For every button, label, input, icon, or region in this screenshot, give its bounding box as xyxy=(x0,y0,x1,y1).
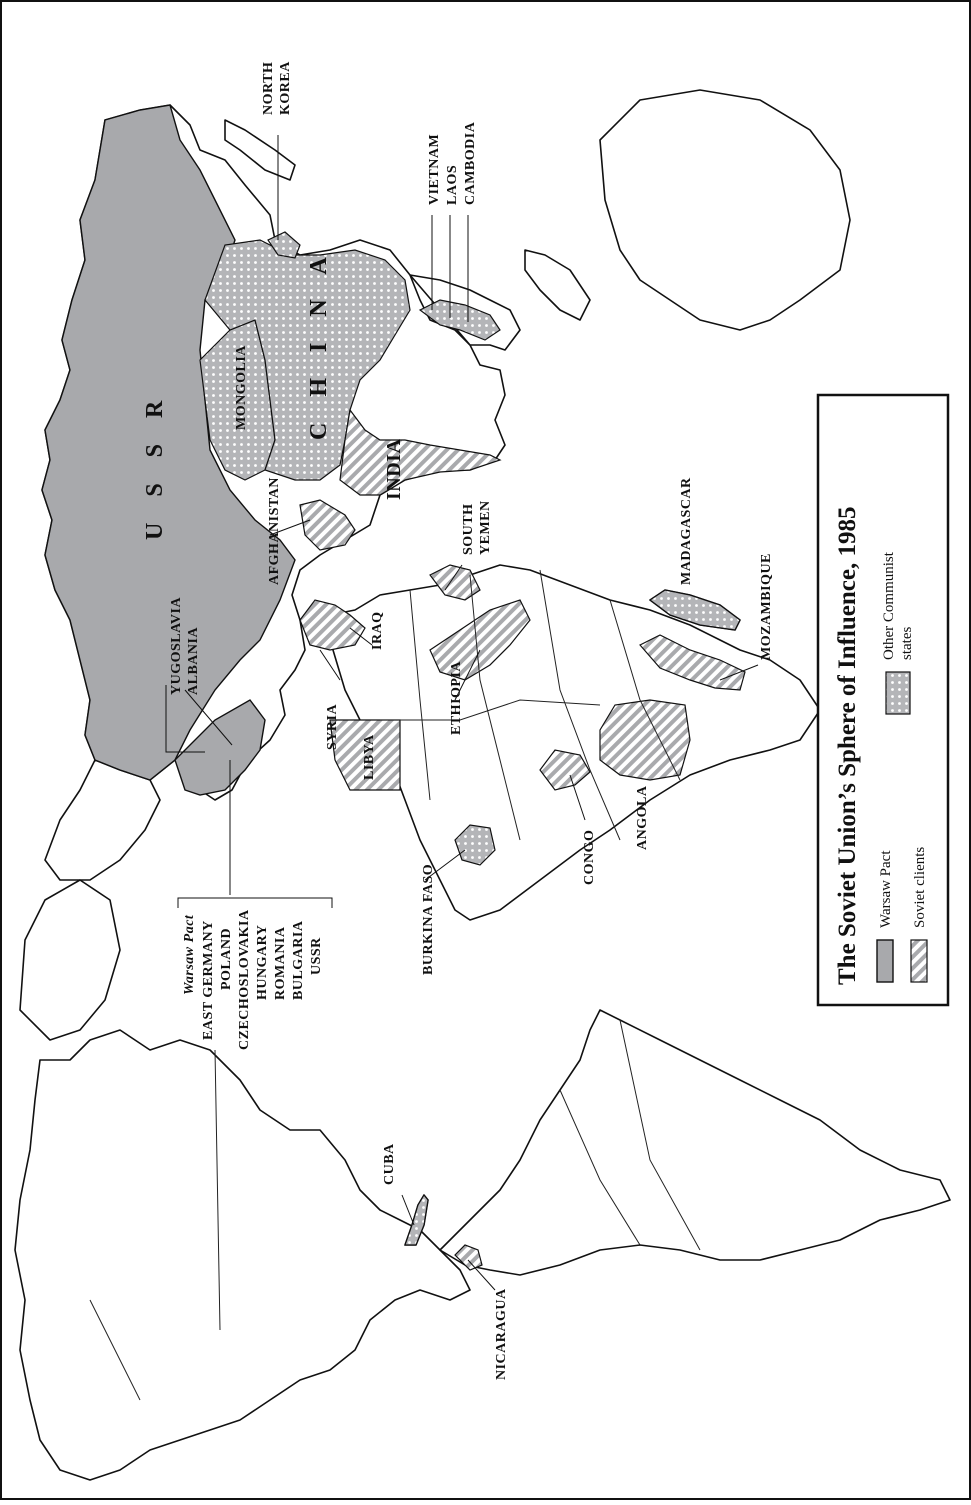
label-india: INDIA xyxy=(383,438,405,500)
label-ethiopia: ETHIOPIA xyxy=(449,660,464,735)
label-afghanistan: AFGHANISTAN xyxy=(267,477,282,585)
warsaw-pact-heading: Warsaw Pact xyxy=(182,914,197,995)
legend-swatch-soviet-clients xyxy=(911,940,927,982)
label-north-korea-2: KOREA xyxy=(278,61,293,115)
greenland-landmass xyxy=(20,880,120,1040)
label-mongolia: MONGOLIA xyxy=(234,345,249,430)
label-china: C H I N A xyxy=(306,247,332,440)
warsaw-member-1: POLAND xyxy=(219,927,234,990)
warsaw-pact-list xyxy=(178,898,332,1050)
warsaw-member-0: EAST GERMANY xyxy=(201,920,216,1040)
label-cambodia: CAMBODIA xyxy=(463,121,478,205)
warsaw-bracket xyxy=(178,898,332,908)
warsaw-member-5: BULGARIA xyxy=(291,920,306,1000)
region-iraq-syria xyxy=(300,600,365,650)
japan-islands xyxy=(225,120,295,180)
warsaw-member-2: CZECHOSLOVAKIA xyxy=(237,909,252,1050)
legend-label-soviet-clients: Soviet clients xyxy=(912,846,928,928)
north-america-landmass xyxy=(15,1030,470,1480)
south-america-landmass xyxy=(440,1010,950,1275)
legend-label-warsaw-pact: Warsaw Pact xyxy=(878,850,894,928)
label-albania: ALBANIA xyxy=(186,626,201,695)
map-title: The Soviet Union’s Sphere of Influence, 1985 xyxy=(834,506,861,985)
label-south-yemen-2: YEMEN xyxy=(478,500,493,555)
label-cuba: CUBA xyxy=(382,1143,397,1185)
label-south-yemen-1: SOUTH xyxy=(461,503,476,555)
label-north-korea-1: NORTH xyxy=(261,61,276,115)
label-madagascar: MADAGASCAR xyxy=(679,477,694,585)
region-angola xyxy=(600,700,690,780)
label-angola: ANGOLA xyxy=(635,785,650,850)
warsaw-member-4: ROMANIA xyxy=(273,926,288,1000)
warsaw-member-3: HUNGARY xyxy=(255,924,270,1000)
indonesia-islands xyxy=(525,250,590,320)
label-ussr: U S S R xyxy=(142,390,168,540)
legend xyxy=(818,395,948,1005)
label-mozambique: MOZAMBIQUE xyxy=(759,553,774,660)
legend-label-other-communist-2: states xyxy=(899,626,915,660)
warsaw-member-6: USSR xyxy=(309,937,324,975)
label-vietnam: VIETNAM xyxy=(427,133,442,205)
label-iraq: IRAQ xyxy=(370,611,385,650)
australia-landmass xyxy=(600,90,850,330)
label-syria: SYRIA xyxy=(325,703,340,750)
label-libya: LIBYA xyxy=(362,734,377,780)
legend-label-other-communist: Other Communist xyxy=(881,552,897,660)
label-congo: CONGO xyxy=(582,829,597,885)
legend-swatch-warsaw-pact xyxy=(877,940,893,982)
label-laos: LAOS xyxy=(445,164,460,205)
cuba-leader xyxy=(402,1195,414,1225)
legend-swatch-other-communist xyxy=(886,672,910,714)
label-yugoslavia: YUGOSLAVIA xyxy=(169,596,184,695)
label-burkina-faso: BURKINA FASO xyxy=(421,863,436,975)
label-nicaragua: NICARAGUA xyxy=(494,1288,509,1380)
